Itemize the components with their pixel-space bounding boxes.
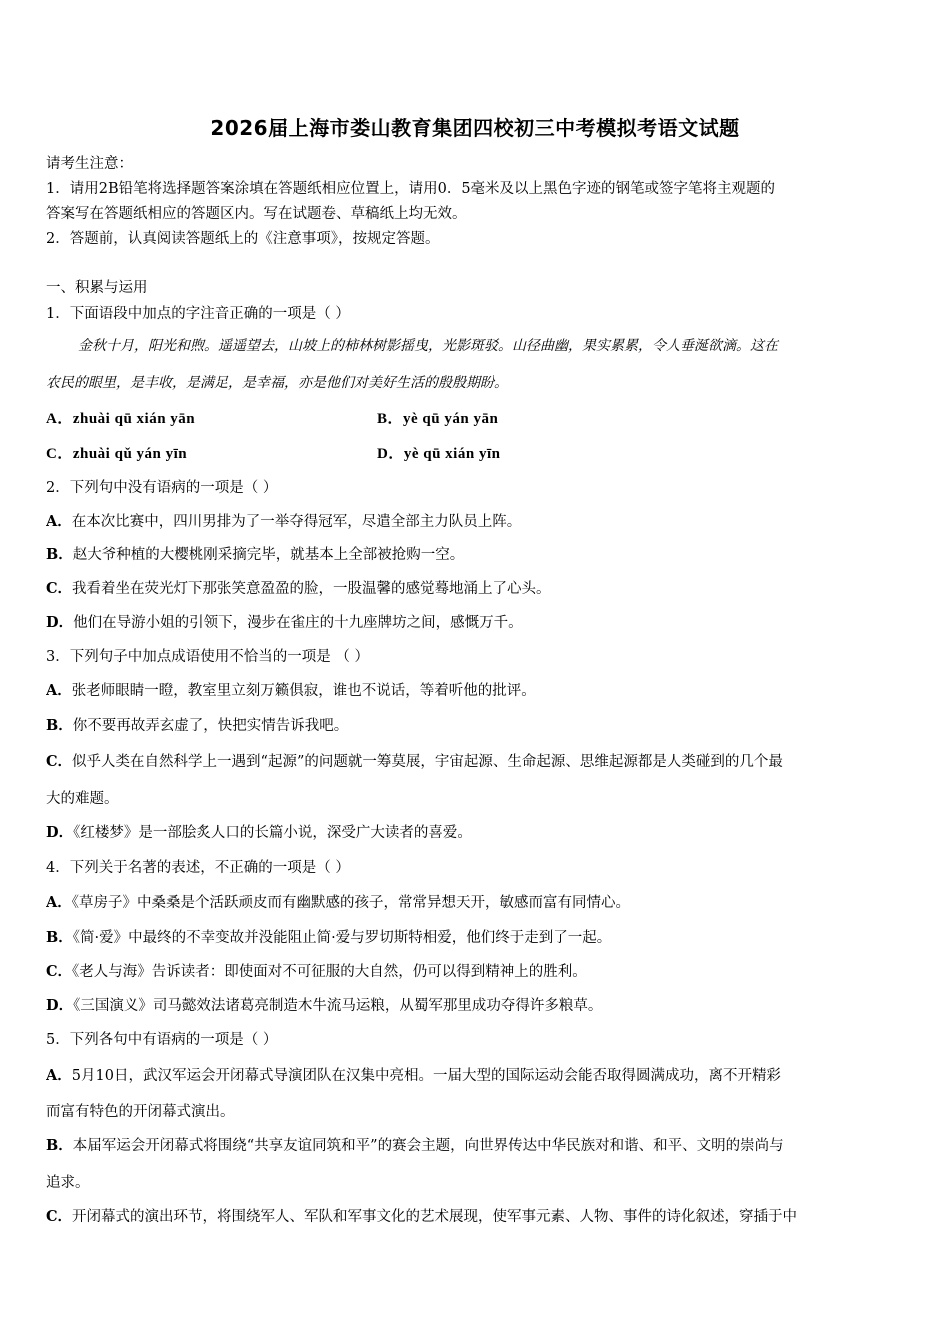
q2-option-d: D．他们在导游小姐的引领下，漫步在雀庄的十九座牌坊之间，感慨万千。 <box>46 614 523 631</box>
section-heading: 一、积累与运用 <box>46 280 148 296</box>
q1-passage-line-2: 农民的眼里，是丰收，是满足，是幸福，亦是他们对美好生活的殷殷期盼。 <box>46 375 508 391</box>
q3-option-d: D．《红楼梦》是一部脍炙人口的长篇小说，深受广大读者的喜爱。 <box>46 824 472 841</box>
q1-option-b: B．yè qū yán yān <box>377 411 499 427</box>
q3-stem: 3．下列句子中加点成语使用不恰当的一项是 （ ） <box>46 649 369 665</box>
q5-option-b-line-2: 追求。 <box>46 1175 90 1191</box>
q2-option-b: B．赵大爷种植的大樱桃刚采摘完毕，就基本上全部被抢购一空。 <box>46 546 465 563</box>
q3-option-b: B．你不要再故弄玄虚了，快把实情告诉我吧。 <box>46 717 349 734</box>
q3-option-c-line-1: C．似乎人类在自然科学上一遇到“起源”的问题就一筹莫展，宇宙起源、生命起源、思维起源都是人类碰到的几个最 <box>46 753 783 770</box>
q5-option-c-line-1: C．开闭幕式的演出环节，将围绕军人、军队和军事文化的艺术展现，使军事元素、人物、事件的诗化叙述，穿插于中 <box>46 1208 798 1225</box>
notice-line-1: 1．请用2B铅笔将选择题答案涂填在答题纸相应位置上，请用0．5毫米及以上黑色字迹的钢笔或签字笔将主观题的 <box>46 181 776 197</box>
q5-option-b-line-1: B．本届军运会开闭幕式将围绕“共享友谊同筑和平”的赛会主题，向世界传达中华民族对和谐、和平、文明的崇尚与 <box>46 1137 784 1154</box>
q4-option-a: A．《草房子》中桑桑是个活跃顽皮而有幽默感的孩子，常常异想天开，敏感而富有同情心。 <box>46 894 631 911</box>
q2-stem: 2．下列句中没有语病的一项是（ ） <box>46 480 278 496</box>
q2-option-c: C．我看着坐在荧光灯下那张笑意盈盈的脸，一股温馨的感觉蓦地涌上了心头。 <box>46 580 551 597</box>
q5-option-a-line-2: 而富有特色的开闭幕式演出。 <box>46 1104 235 1120</box>
q1-passage-line-1: 金秋十月，阳光和煦。遥遥望去，山坡上的柿林树影摇曳，光影斑驳。山径曲幽，果实累累，令人垂涎欲滴。这在 <box>78 338 778 354</box>
q3-option-a: A．张老师眼睛一瞪，教室里立刻万籁俱寂，谁也不说话，等着听他的批评。 <box>46 682 536 699</box>
q5-option-a-line-1: A．5月10日，武汉军运会开闭幕式导演团队在汉集中亮相。一届大型的国际运动会能否取得圆满成功，离不开精彩 <box>46 1067 781 1084</box>
q2-option-a: A．在本次比赛中，四川男排为了一举夺得冠军，尽遣全部主力队员上阵。 <box>46 513 522 530</box>
exam-title: 2026届上海市娄山教育集团四校初三中考模拟考语文试题 <box>210 116 740 140</box>
q4-option-b: B．《简·爱》中最终的不幸变故并没能阻止简·爱与罗切斯特相爱，他们终于走到了一起。 <box>46 929 612 946</box>
q4-option-c: C．《老人与海》告诉读者：即使面对不可征服的大自然，仍可以得到精神上的胜利。 <box>46 963 587 980</box>
q1-option-c: C．zhuài qǔ yán yīn <box>46 446 188 462</box>
q1-stem: 1．下面语段中加点的字注音正确的一项是（ ） <box>46 306 350 322</box>
q4-option-d: D．《三国演义》司马懿效法诸葛亮制造木牛流马运粮，从蜀军那里成功夺得许多粮草。 <box>46 997 603 1014</box>
q3-option-c-line-2: 大的难题。 <box>46 791 119 807</box>
q1-option-a: A．zhuài qū xián yān <box>46 411 196 427</box>
notice-line-2: 2．答题前，认真阅读答题纸上的《注意事项》，按规定答题。 <box>46 231 440 247</box>
q1-option-d: D．yè qū xián yīn <box>377 446 501 462</box>
q5-stem: 5．下列各句中有语病的一项是（ ） <box>46 1032 278 1048</box>
q4-stem: 4．下列关于名著的表述，不正确的一项是（ ） <box>46 860 350 876</box>
notice-line-1-cont: 答案写在答题纸相应的答题区内。写在试题卷、草稿纸上均无效。 <box>46 206 467 222</box>
notice-heading: 请考生注意： <box>46 156 133 172</box>
